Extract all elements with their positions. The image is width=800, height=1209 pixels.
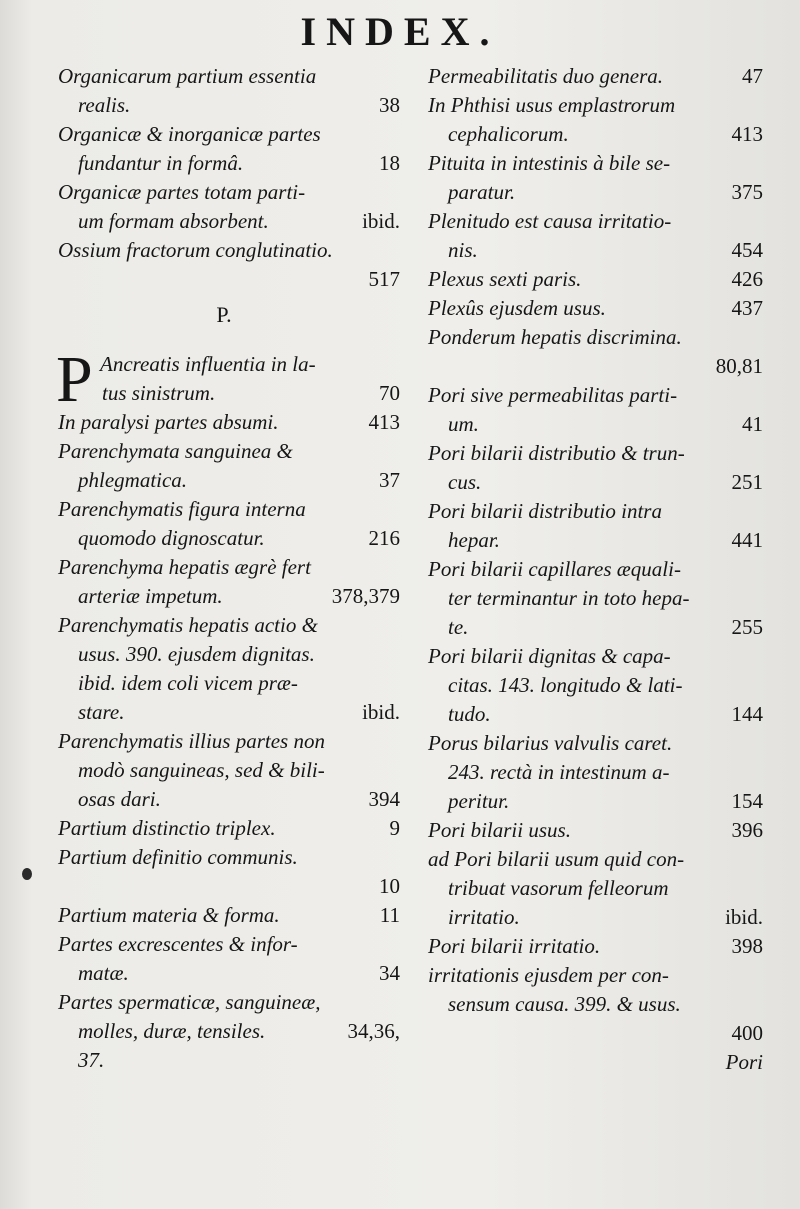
entry-line — [428, 207, 763, 236]
entry-text: ad Pori bilarii usum quid con- — [428, 847, 685, 871]
page-reference: 426 — [731, 267, 763, 291]
entry-line — [58, 669, 400, 698]
entry-text: arteriæ impetum. — [78, 584, 223, 608]
page-reference: 10 — [379, 874, 400, 898]
index-entry — [428, 816, 763, 845]
index-entry — [58, 814, 400, 843]
index-entry — [58, 843, 400, 901]
index-entry — [428, 265, 763, 294]
entry-text: tus sinistrum. — [102, 381, 216, 405]
entry-line — [428, 787, 763, 816]
entry-line — [428, 120, 763, 149]
index-entry — [428, 294, 763, 323]
page-reference: ibid. — [362, 700, 400, 724]
entry-text: In Phthisi usus emplastrorum — [428, 93, 676, 117]
entry-text: usus. 390. ejusdem dignitas. — [78, 642, 315, 666]
entry-text: Permeabilitatis duo genera. — [428, 64, 664, 88]
index-entry — [58, 408, 400, 437]
entry-text: Parenchymatis figura interna — [58, 497, 306, 521]
page-title: INDEX. — [300, 9, 500, 54]
right-entries — [428, 62, 763, 1048]
page-reference: 18 — [379, 151, 400, 175]
index-entry — [58, 727, 400, 814]
entry-line — [58, 466, 400, 495]
entry-text: Plexus sexti paris. — [428, 267, 582, 291]
entry-line — [58, 814, 400, 843]
index-entry — [58, 178, 400, 236]
entry-line — [58, 178, 400, 207]
dropcap-entry — [56, 343, 400, 416]
entry-text: cus. — [448, 470, 482, 494]
index-entry — [428, 62, 763, 91]
index-entry — [58, 930, 400, 988]
entry-text: Pori bilarii dignitas & capa- — [428, 644, 671, 668]
entry-line — [428, 178, 763, 207]
page-reference: 251 — [731, 470, 763, 494]
entry-line — [428, 816, 763, 845]
page-reference: 9 — [389, 816, 400, 840]
page-reference: 144 — [731, 702, 763, 726]
entry-text: Organicarum partium essentia — [58, 64, 317, 88]
entry-text: 37. — [78, 1048, 105, 1072]
entry-text: irritatio. — [448, 905, 520, 929]
index-entry — [56, 343, 400, 416]
page-reference: 454 — [731, 238, 763, 262]
entry-line — [428, 700, 763, 729]
entry-line — [58, 785, 400, 814]
entry-line — [428, 903, 763, 932]
entry-text: ter terminantur in toto hepa- — [448, 586, 690, 610]
page-reference: 216 — [368, 526, 400, 550]
entry-text: quomodo dignoscatur. — [78, 526, 265, 550]
entry-text: Partium definitio communis. — [58, 845, 298, 869]
page-reference: 375 — [731, 180, 763, 204]
index-entry — [428, 497, 763, 555]
entry-line — [428, 874, 763, 903]
page-reference: 413 — [731, 122, 763, 146]
page-reference: 398 — [731, 934, 763, 958]
left-entries-bottom — [58, 408, 400, 1075]
entry-line — [428, 497, 763, 526]
entry-line — [428, 352, 763, 381]
left-entries-top — [58, 62, 400, 294]
entry-line — [428, 729, 763, 758]
entry-line — [428, 1019, 763, 1048]
entry-text: realis. — [78, 93, 131, 117]
index-entry — [58, 62, 400, 120]
dropcap-letter: P — [56, 343, 93, 416]
entry-text: fundantur in formâ. — [78, 151, 244, 175]
page-reference: 37 — [379, 468, 400, 492]
entry-text: matæ. — [78, 961, 129, 985]
index-entry — [428, 932, 763, 961]
entry-line — [58, 149, 400, 178]
page-reference: 517 — [368, 267, 400, 291]
entry-text: Pori bilarii usus. — [428, 818, 571, 842]
left-column — [58, 62, 400, 1075]
page-reference: 400 — [731, 1021, 763, 1045]
page-reference: 11 — [379, 903, 400, 927]
entry-text: Ancreatis influentia in la- — [100, 352, 316, 376]
entry-line — [428, 555, 763, 584]
index-entry — [58, 553, 400, 611]
entry-line — [428, 265, 763, 294]
entry-line — [428, 439, 763, 468]
entry-text: Organicæ & inorganicæ partes — [58, 122, 321, 146]
entry-text: Parenchymatis illius partes non — [58, 729, 325, 753]
entry-line — [58, 611, 400, 640]
entry-text: Plenitudo est causa irritatio- — [428, 209, 672, 233]
page-reference: 34 — [379, 961, 400, 985]
entry-line — [428, 381, 763, 410]
index-entry — [428, 323, 763, 381]
entry-line — [58, 1046, 400, 1075]
entry-line — [428, 758, 763, 787]
entry-text: In paralysi partes absumi. — [58, 410, 279, 434]
entry-line — [58, 872, 400, 901]
entry-text: Partes excrescentes & infor- — [58, 932, 298, 956]
entry-line — [58, 62, 400, 91]
entry-line — [428, 410, 763, 439]
entry-text: Pori bilarii irritatio. — [428, 934, 601, 958]
index-entry — [58, 437, 400, 495]
page-reference: 47 — [742, 64, 763, 88]
entry-text: ibid. idem coli vicem præ- — [78, 671, 298, 695]
entry-line — [58, 959, 400, 988]
entry-text: irritationis ejusdem per con- — [428, 963, 669, 987]
index-entry — [58, 495, 400, 553]
entry-line — [428, 468, 763, 497]
index-entry — [428, 642, 763, 729]
entry-line — [428, 62, 763, 91]
entry-line — [428, 613, 763, 642]
index-entry — [58, 611, 400, 727]
entry-line — [428, 584, 763, 613]
catchword-line — [428, 1048, 763, 1077]
entry-line — [58, 437, 400, 466]
entry-text: Parenchymatis hepatis actio & — [58, 613, 318, 637]
index-entry — [428, 439, 763, 497]
entry-line — [58, 582, 400, 611]
page-reference: ibid. — [362, 209, 400, 233]
entry-text: te. — [448, 615, 469, 639]
entry-line — [58, 91, 400, 120]
entry-text: Pori bilarii distributio & trun- — [428, 441, 685, 465]
index-entry — [428, 381, 763, 439]
entry-text: Ponderum hepatis discrimina. — [428, 325, 682, 349]
entry-line — [58, 553, 400, 582]
entry-line — [428, 323, 763, 352]
entry-line — [58, 756, 400, 785]
page-reference: 437 — [731, 296, 763, 320]
entry-line — [58, 495, 400, 524]
entry-line — [428, 671, 763, 700]
page-reference: 255 — [731, 615, 763, 639]
entry-text: citas. 143. longitudo & lati- — [448, 673, 683, 697]
entry-text: sensum causa. 399. & usus. — [448, 992, 681, 1016]
entry-text: 243. rectà in intestinum a- — [448, 760, 670, 784]
index-entry — [428, 555, 763, 642]
entry-text: Ossium fractorum conglutinatio. — [58, 238, 333, 262]
page-reference: 70 — [379, 381, 400, 405]
entry-text: Porus bilarius valvulis caret. — [428, 731, 673, 755]
index-entry — [58, 120, 400, 178]
entry-line — [428, 642, 763, 671]
entry-line — [428, 961, 763, 990]
right-column — [428, 62, 763, 1077]
entry-line — [58, 901, 400, 930]
page-reference: 441 — [731, 528, 763, 552]
index-entry — [428, 845, 763, 932]
entry-line — [58, 408, 400, 437]
entry-text: um. — [448, 412, 479, 436]
entry-line — [428, 845, 763, 874]
entry-line — [58, 350, 400, 379]
ink-blot-mark — [22, 868, 32, 880]
entry-line — [428, 526, 763, 555]
index-entry — [428, 149, 763, 207]
index-entry — [58, 236, 400, 294]
entry-line — [58, 640, 400, 669]
entry-text: Partium distinctio triplex. — [58, 816, 276, 840]
entry-text: phlegmatica. — [78, 468, 188, 492]
section-letter: P. — [216, 302, 232, 327]
entry-text: Pori sive permeabilitas parti- — [428, 383, 678, 407]
entry-text: um formam absorbent. — [78, 209, 269, 233]
entry-line — [58, 379, 400, 408]
entry-text: Pituita in intestinis à bile se- — [428, 151, 671, 175]
page-reference: 80,81 — [715, 354, 763, 378]
page-reference: 396 — [731, 818, 763, 842]
entry-text: Partium materia & forma. — [58, 903, 280, 927]
entry-line — [58, 265, 400, 294]
entry-line — [58, 1017, 400, 1046]
entry-line — [58, 727, 400, 756]
index-entry — [428, 961, 763, 1048]
entry-text: modò sanguineas, sed & bili- — [78, 758, 325, 782]
entry-line — [58, 843, 400, 872]
entry-line — [428, 294, 763, 323]
entry-line — [428, 149, 763, 178]
dropcap-lines — [56, 343, 400, 416]
page-reference: 413 — [368, 410, 400, 434]
entry-line — [58, 930, 400, 959]
entry-line — [58, 236, 400, 265]
entry-line — [428, 91, 763, 120]
entry-text: Pori bilarii distributio intra — [428, 499, 662, 523]
entry-text: Organicæ partes totam parti- — [58, 180, 306, 204]
index-entry — [58, 901, 400, 930]
index-entry — [428, 729, 763, 816]
page-reference: 378,379 — [331, 584, 400, 608]
index-entry — [428, 207, 763, 265]
entry-text: paratur. — [448, 180, 516, 204]
entry-text: Plexûs ejusdem usus. — [428, 296, 606, 320]
entry-text: osas dari. — [78, 787, 161, 811]
entry-text: tudo. — [448, 702, 491, 726]
entry-text: stare. — [78, 700, 125, 724]
entry-text: hepar. — [448, 528, 500, 552]
page-reference: 38 — [379, 93, 400, 117]
page-reference: 41 — [742, 412, 763, 436]
entry-text: cephalicorum. — [448, 122, 569, 146]
page-reference: 154 — [731, 789, 763, 813]
entry-text: Parenchyma hepatis ægrè fert — [58, 555, 311, 579]
entry-text: Pori bilarii capillares æquali- — [428, 557, 681, 581]
entry-line — [58, 524, 400, 553]
entry-line — [428, 236, 763, 265]
page-reference: ibid. — [725, 905, 763, 929]
entry-line — [428, 932, 763, 961]
entry-text: molles, duræ, tensiles. — [78, 1019, 266, 1043]
entry-line — [58, 120, 400, 149]
entry-line — [428, 990, 763, 1019]
entry-line — [58, 207, 400, 236]
index-entry — [428, 91, 763, 149]
entry-text: nis. — [448, 238, 478, 262]
entry-text: Partes spermaticæ, sanguineæ, — [58, 990, 321, 1014]
catchword: Pori — [725, 1050, 763, 1074]
entry-text: peritur. — [448, 789, 510, 813]
page-reference: 394 — [368, 787, 400, 811]
entry-text: Parenchymata sanguinea & — [58, 439, 293, 463]
entry-line — [58, 698, 400, 727]
index-entry — [58, 988, 400, 1075]
page-reference: 34,36, — [347, 1019, 400, 1043]
entry-text: tribuat vasorum felleorum — [448, 876, 669, 900]
entry-line — [58, 988, 400, 1017]
